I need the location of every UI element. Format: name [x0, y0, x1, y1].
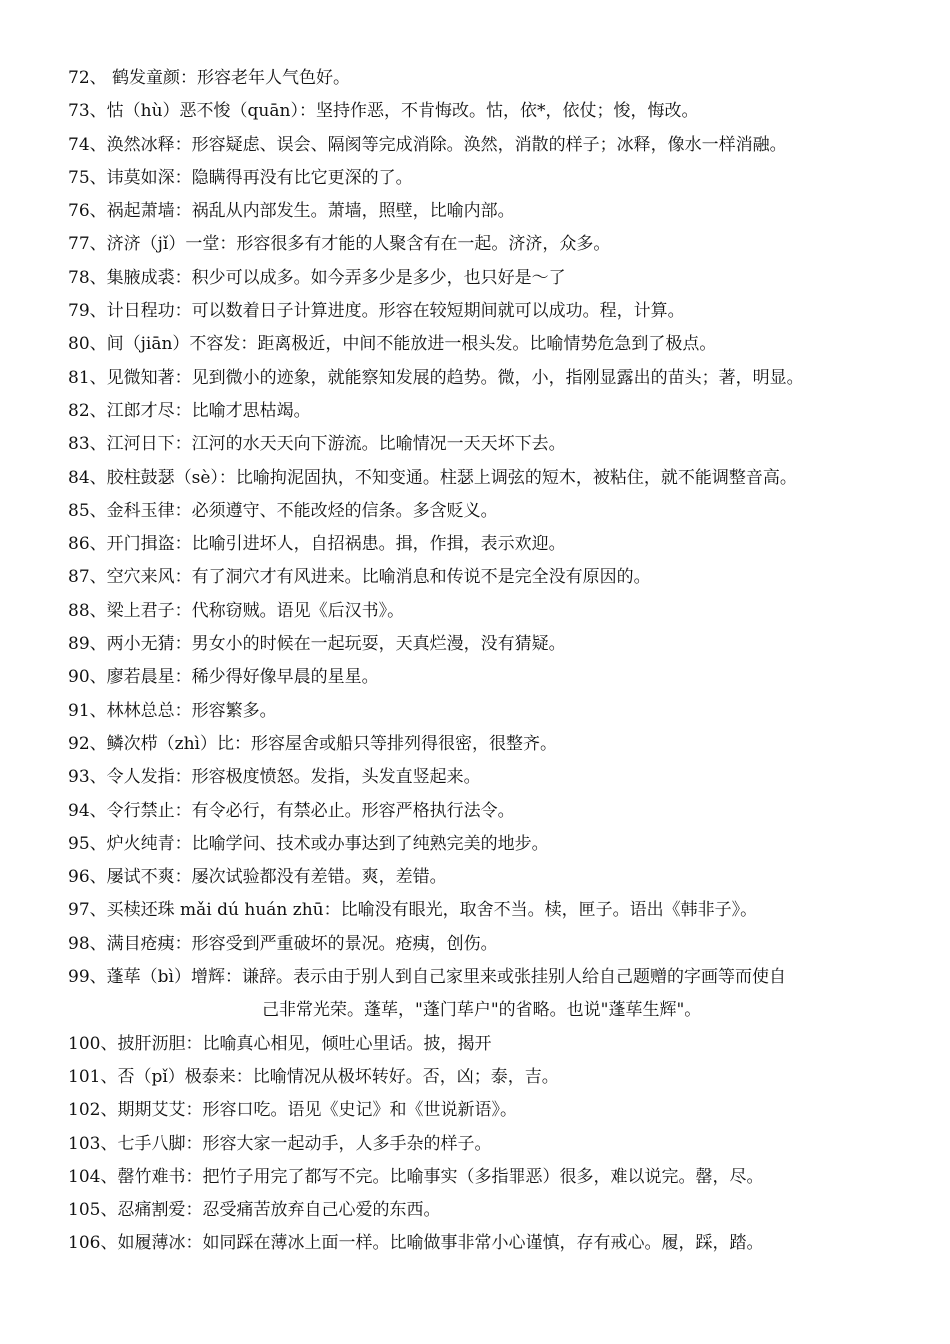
list-item: 85、金科玉律：必须遵守、不能改烃的信条。多含贬义。	[68, 500, 498, 521]
idiom-list	[68, 62, 898, 1261]
list-item: 74、涣然冰释：形容疑虑、误会、隔阂等完成消除。涣然，消散的样子；冰释，像水一样消融。	[68, 134, 787, 155]
list-item: 83、江河日下：江河的水天天向下游流。比喻情况一天天坏下去。	[68, 434, 566, 455]
list-item: 96、屡试不爽：屡次试验都没有差错。爽，差错。	[68, 867, 447, 888]
list-item: 95、炉火纯青：比喻学问、技术或办事达到了纯熟完美的地步。	[68, 833, 549, 854]
list-item: 92、鳞次栉（zhì）比：形容屋舍或船只等排列得很密，很整齐。	[68, 733, 557, 754]
list-item: 106、如履薄冰：如同踩在薄冰上面一样。比喻做事非常小心谨慎，存有戒心。履，踩，踏。	[68, 1233, 764, 1254]
list-item: 87、空穴来风：有了洞穴才有风进来。比喻消息和传说不是完全没有原因的。	[68, 567, 651, 588]
list-item: 76、祸起萧墙：祸乱从内部发生。萧墙，照壁，比喻内部。	[68, 201, 515, 222]
list-item: 97、买椟还珠 mǎi dú huán zhū：比喻没有眼光，取舍不当。椟，匣子。语出《韩非子》。	[68, 900, 758, 921]
list-item: 102、期期艾艾：形容口吃。语见《史记》和《世说新语》。	[68, 1100, 517, 1121]
list-item: 103、七手八脚：形容大家一起动手，人多手杂的样子。	[68, 1133, 492, 1154]
list-item: 99、蓬荜（bì）增辉：谦辞。表示由于别人到自己家里来或张挂别人给自己题赠的字画等而使自 己非常光荣。蓬荜，"蓬门荜户"的省略。也说"蓬荜生辉"。	[68, 961, 898, 1028]
list-item: 81、见微知著：见到微小的迹象，就能察知发展的趋势。微，小，指刚显露出的苗头；著，明显。	[68, 367, 804, 388]
list-item: 80、间（jiān）不容发：距离极近，中间不能放进一根头发。比喻情势危急到了极点。	[68, 334, 717, 355]
list-item: 104、罄竹难书：把竹子用完了都写不完。比喻事实（多指罪恶）很多，难以说完。罄，尽。	[68, 1166, 764, 1187]
list-item: 78、集腋成裘：积少可以成多。如今弄多少是多少，也只好是～了	[68, 267, 566, 288]
list-item: 100、披肝沥胆：比喻真心相见，倾吐心里话。披，揭开	[68, 1033, 492, 1054]
list-item: 98、满目疮痍：形容受到严重破坏的景况。疮痍，创伤。	[68, 933, 498, 954]
list-item: 94、令行禁止：有令必行，有禁必止。形容严格执行法令。	[68, 800, 515, 821]
list-item-continuation: 己非常光荣。蓬荜，"蓬门荜户"的省略。也说"蓬荜生辉"。	[262, 1000, 702, 1021]
list-item: 72、 鹤发童颜：形容老年人气色好。	[68, 68, 351, 88]
list-item: 90、廖若晨星：稀少得好像早晨的星星。	[68, 667, 379, 688]
list-item: 75、讳莫如深：隐瞒得再没有比它更深的了。	[68, 167, 413, 188]
list-item: 73、怙（hù）恶不悛（quān）：坚持作恶，不肯悔改。怙，依*，依仗；悛，悔改。	[68, 101, 699, 122]
list-item: 86、开门揖盗：比喻引进坏人，自招祸患。揖，作揖，表示欢迎。	[68, 534, 566, 555]
list-item: 101、否（pǐ）极泰来：比喻情况从极坏转好。否，凶；泰，吉。	[68, 1066, 559, 1087]
list-item: 105、忍痛割爱：忍受痛苦放弃自己心爱的东西。	[68, 1200, 441, 1221]
list-item: 89、两小无猜：男女小的时候在一起玩耍，天真烂漫，没有猜疑。	[68, 634, 566, 655]
list-item: 91、林林总总：形容繁多。	[68, 700, 277, 721]
list-item: 93、令人发指：形容极度愤怒。发指，头发直竖起来。	[68, 767, 481, 788]
list-item: 82、江郎才尽：比喻才思枯竭。	[68, 400, 311, 421]
list-item: 88、梁上君子：代称窃贼。语见《后汉书》。	[68, 600, 405, 621]
list-item: 79、计日程功：可以数着日子计算进度。形容在较短期间就可以成功。程，计算。	[68, 301, 685, 322]
list-item: 84、胶柱鼓瑟（sè）：比喻拘泥固执，不知变通。柱瑟上调弦的短木，被粘住，就不能调整音高。	[68, 467, 797, 488]
list-item: 77、济济（jǐ）一堂：形容很多有才能的人聚含有在一起。济济，众多。	[68, 234, 611, 255]
